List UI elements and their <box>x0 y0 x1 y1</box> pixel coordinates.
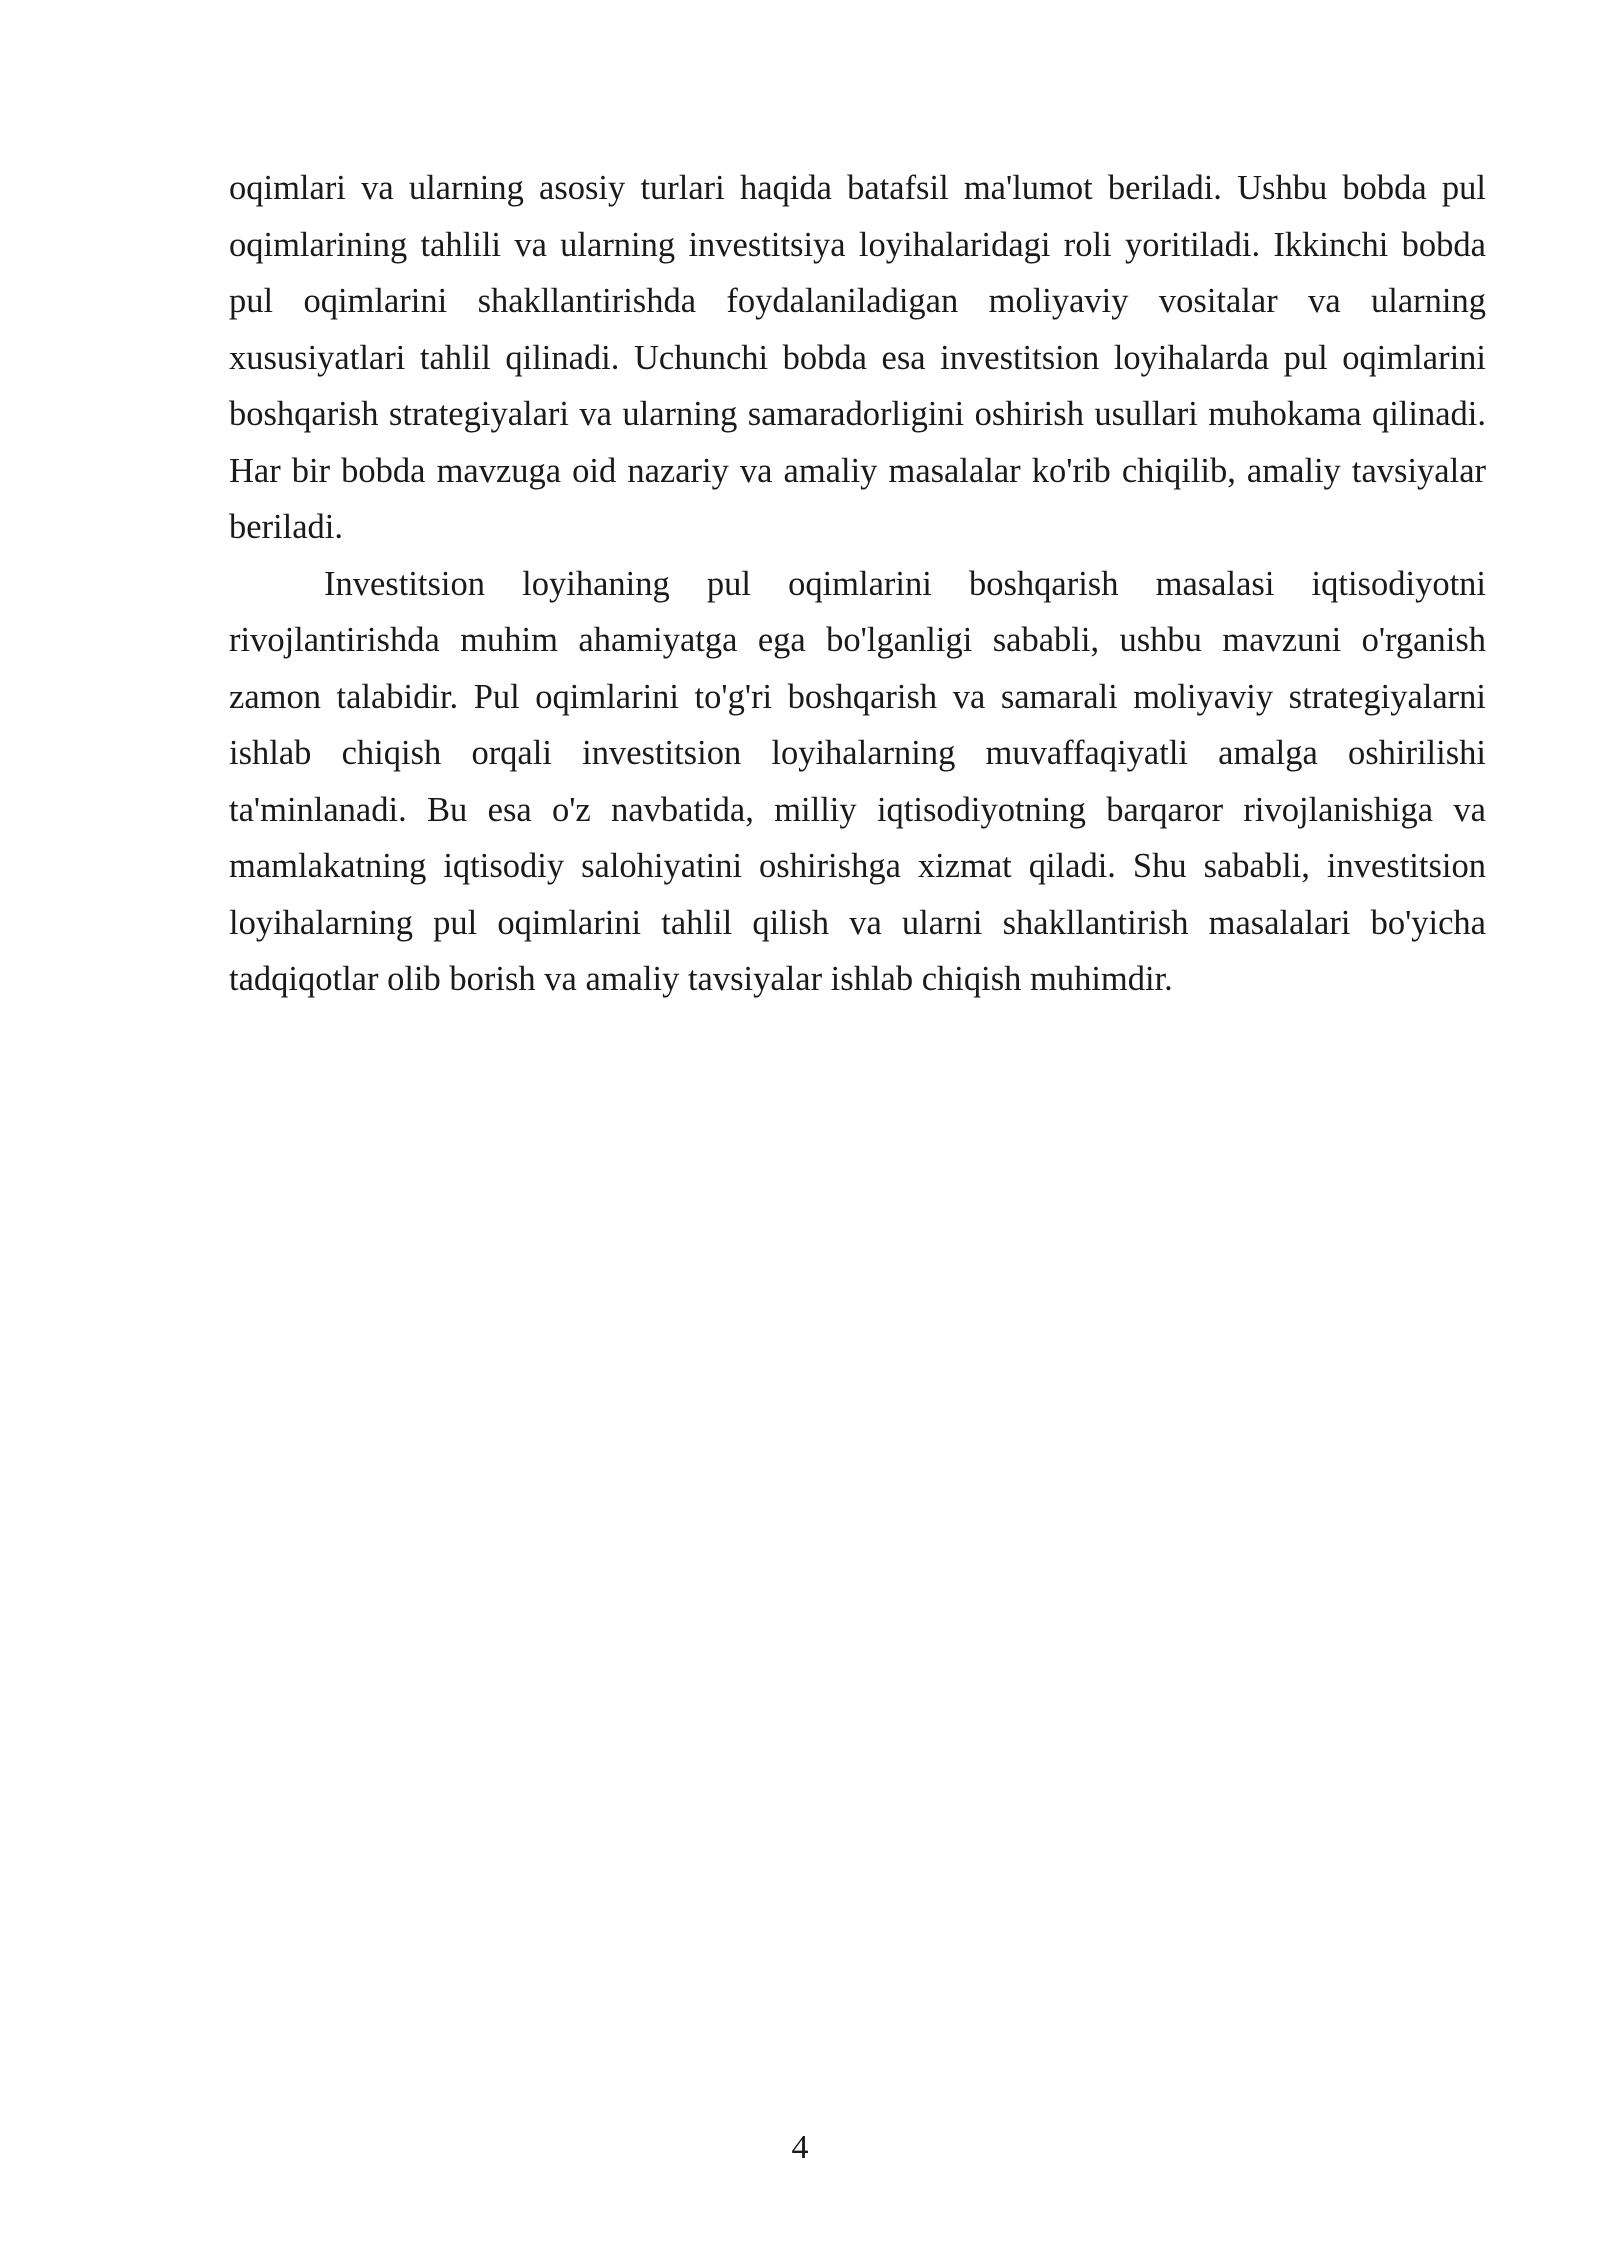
body-text <box>229 160 1486 1008</box>
page-number: 4 <box>791 2129 809 2166</box>
paragraph: Investitsion loyihaning pul oqimlarini boshqarish masalasi iqtisodiyotni rivojlantirishda muhim ahamiyatga ega bo'lganligi sababli, ushbu mavzuni o'rganish zamon talabidir. Pul oqimlarini to'g'ri boshqarish va samarali moliyaviy strategiyalarni ishlab chiqish orqali investitsion loyihalarning muvaffaqiyatli amalga oshirilishi ta'minlanadi. Bu esa o'z navbatida, milliy iqtisodiyotning barqaror rivojlanishiga va mamlakatning iqtisodiy salohiyatini oshirishga xizmat qiladi. Shu sababli, investitsion loyihalarning pul oqimlarini tahlil qilish va ularni shakllantirish masalalari bo'yicha tadqiqotlar olib borish va amaliy tavsiyalar ishlab chiqish muhimdir. <box>229 564 1486 998</box>
paragraph-continuation: oqimlari va ularning asosiy turlari haqida batafsil ma'lumot beriladi. Ushbu bobda pul oqimlarining tahlili va ularning investitsiya loyihalaridagi roli yoritiladi. Ikkinchi bobda pul oqimlarini shakllantirishda foydalaniladigan moliyaviy vositalar va ularning xususiyatlari tahlil qilinadi. Uchunchi bobda esa investitsion loyihalarda pul oqimlarini boshqarish strategiyalari va ularning samaradorligini oshirish usullari muhokama qilinadi. Har bir bobda mavzuga oid nazariy va amaliy masalalar ko'rib chiqilib, amaliy tavsiyalar beriladi. <box>229 169 1486 546</box>
